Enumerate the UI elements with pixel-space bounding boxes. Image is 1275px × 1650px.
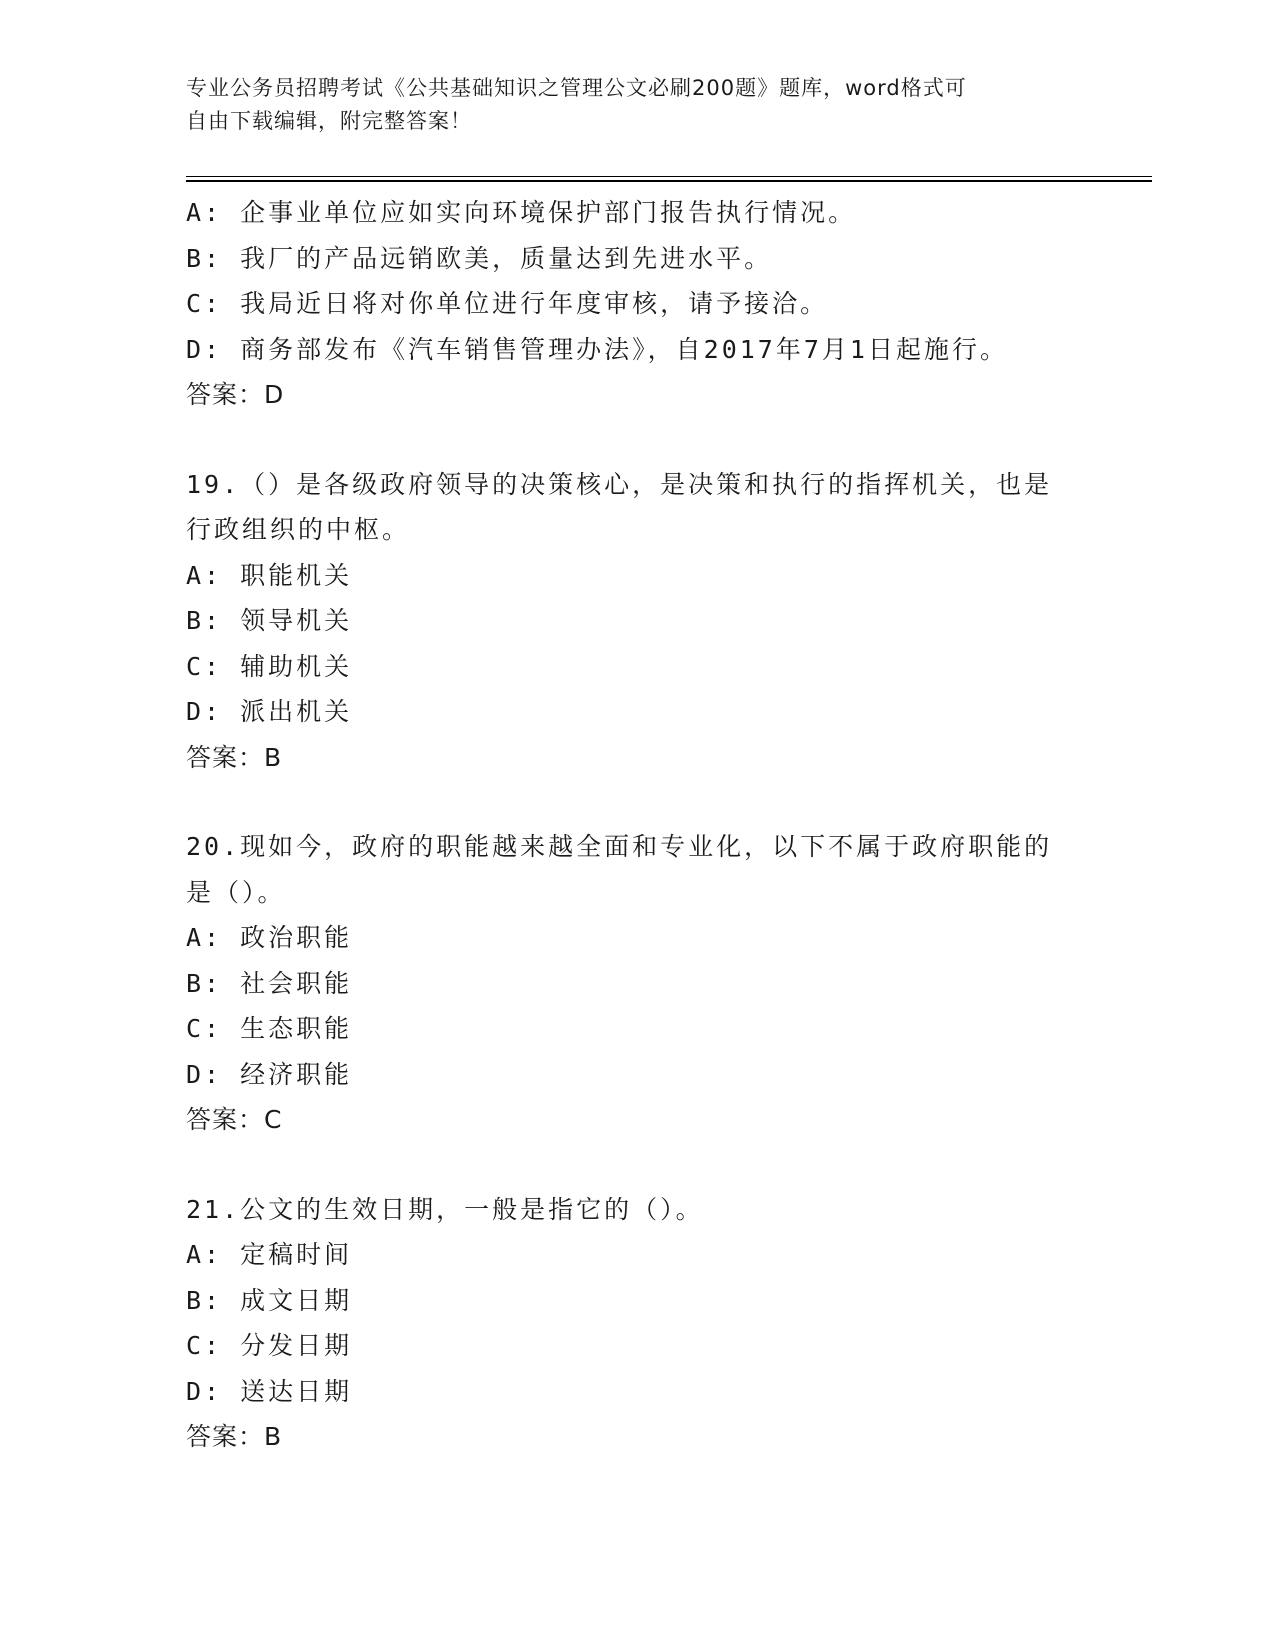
option-b: B: 领导机关 — [186, 606, 353, 635]
question-stem: 20.现如今，政府的职能越来越全面和专业化，以下不属于政府职能的 — [186, 832, 1053, 861]
option-d: D: 派出机关 — [186, 697, 353, 726]
document-header — [186, 72, 1066, 138]
answer: 答案：B — [186, 742, 283, 772]
option-d: D: 商务部发布《汽车销售管理办法》，自2017年7月1日起施行。 — [186, 334, 1008, 364]
header-divider-thick — [186, 180, 1152, 182]
question-stem: 19.（）是各级政府领导的决策核心，是决策和执行的指挥机关，也是 — [186, 469, 1053, 499]
option-c: C: 分发日期 — [186, 1331, 353, 1360]
option-a: A: 职能机关 — [186, 560, 353, 590]
question-list — [186, 190, 1086, 1460]
option-a: A: 企事业单位应如实向环境保护部门报告执行情况。 — [186, 198, 857, 227]
question-18 — [186, 190, 1086, 418]
spacer — [186, 780, 1086, 824]
answer: 答案：D — [186, 380, 285, 409]
question-20 — [186, 824, 1086, 1143]
option-d: D: 送达日期 — [186, 1376, 353, 1406]
question-19 — [186, 462, 1086, 781]
answer: 答案：B — [186, 1422, 283, 1451]
spacer — [186, 418, 1086, 462]
option-b: B: 社会职能 — [186, 968, 353, 998]
option-b: B: 我厂的产品远销欧美，质量达到先进水平。 — [186, 243, 773, 273]
question-stem-continued: 行政组织的中枢。 — [186, 515, 411, 544]
spacer — [186, 1143, 1086, 1187]
header-title-line-1: 专业公务员招聘考试《公共基础知识之管理公文必刷200题》题库，word格式可 — [186, 76, 967, 100]
option-c: C: 辅助机关 — [186, 651, 353, 681]
header-title-line-2: 自由下载编辑，附完整答案！ — [186, 109, 472, 133]
option-c: C: 我局近日将对你单位进行年度审核，请予接洽。 — [186, 289, 829, 318]
answer: 答案：C — [186, 1105, 283, 1134]
option-a: A: 政治职能 — [186, 923, 353, 952]
option-d: D: 经济职能 — [186, 1059, 353, 1089]
option-b: B: 成文日期 — [186, 1285, 353, 1315]
question-stem-continued: 是（）。 — [186, 877, 286, 907]
option-a: A: 定稿时间 — [186, 1240, 353, 1269]
question-stem: 21.公文的生效日期，一般是指它的（）。 — [186, 1194, 704, 1224]
header-divider-thin — [186, 176, 1152, 177]
option-c: C: 生态职能 — [186, 1014, 353, 1043]
question-21 — [186, 1187, 1086, 1460]
